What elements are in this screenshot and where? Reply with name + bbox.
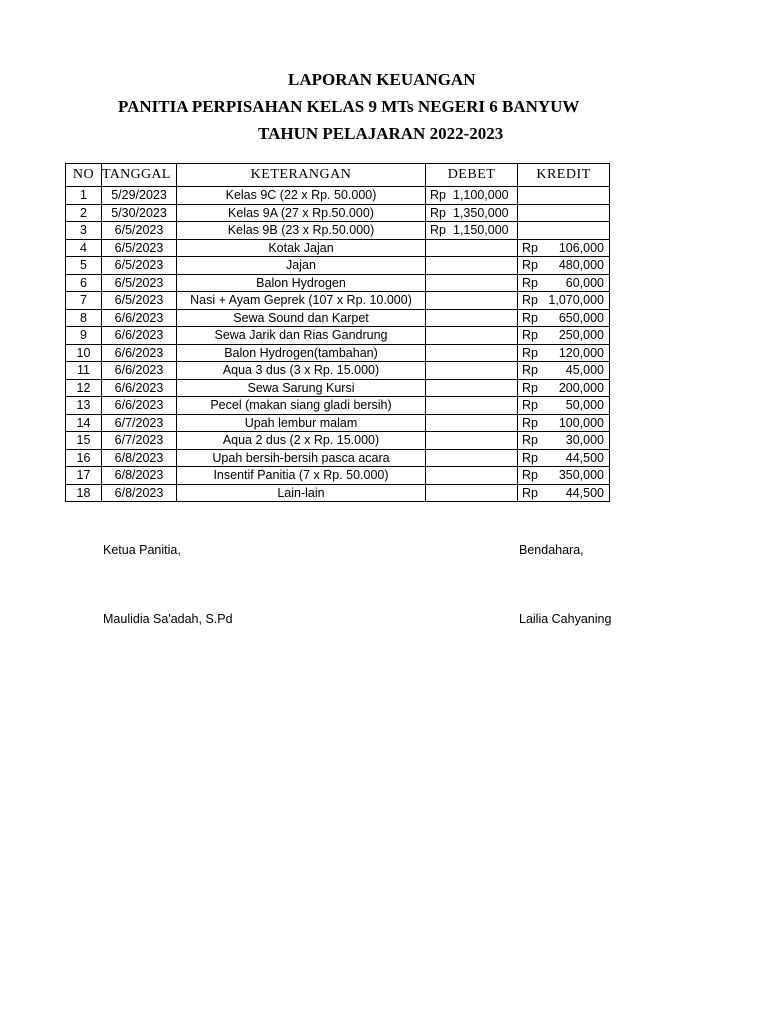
cell-no: 13 [66, 397, 102, 415]
cell-keterangan: Nasi + Ayam Geprek (107 x Rp. 10.000) [177, 292, 426, 310]
cell-kredit [518, 397, 610, 415]
cell-debet [426, 257, 518, 275]
cell-kredit [518, 187, 610, 205]
treasurer-role: Bendahara, [519, 543, 584, 557]
cell-no: 18 [66, 484, 102, 502]
cell-no: 10 [66, 344, 102, 362]
table-row [66, 397, 610, 415]
cell-keterangan: Balon Hydrogen [177, 274, 426, 292]
kredit-amount: 100,000 [558, 415, 604, 430]
cell-tanggal: 5/30/2023 [102, 204, 177, 222]
currency-label: Rp [522, 468, 538, 482]
cell-kredit [518, 309, 610, 327]
cell-no: 14 [66, 414, 102, 432]
currency-label: Rp [522, 415, 538, 430]
cell-keterangan: Lain-lain [177, 484, 426, 502]
cell-tanggal: 6/6/2023 [102, 379, 177, 397]
kredit-amount: 30,000 [565, 433, 604, 447]
report-year: TAHUN PELAJARAN 2022-2023 [258, 124, 504, 143]
debet-amount: 1,350,000 [453, 205, 509, 220]
table-row [66, 257, 610, 275]
cell-tanggal: 6/6/2023 [102, 309, 177, 327]
cell-debet [426, 327, 518, 345]
kredit-amount: 44,500 [565, 450, 604, 465]
currency-label: Rp [522, 433, 538, 447]
debet-amount: 1,100,000 [453, 188, 509, 202]
cell-debet [426, 204, 518, 222]
currency-label: Rp [522, 275, 538, 290]
cell-kredit [518, 222, 610, 240]
currency-label: Rp [522, 328, 538, 342]
cell-no: 5 [66, 257, 102, 275]
cell-debet [426, 292, 518, 310]
cell-kredit [518, 239, 610, 257]
table-row [66, 449, 610, 467]
cell-keterangan: Upah lembur malam [177, 414, 426, 432]
cell-keterangan: Pecel (makan siang gladi bersih) [177, 397, 426, 415]
cell-kredit [518, 327, 610, 345]
cell-tanggal: 6/8/2023 [102, 467, 177, 485]
kredit-amount: 50,000 [565, 398, 604, 412]
cell-debet [426, 414, 518, 432]
cell-tanggal: 6/6/2023 [102, 327, 177, 345]
cell-kredit [518, 292, 610, 310]
cell-debet [426, 467, 518, 485]
cell-debet [426, 397, 518, 415]
header-keterangan: KETERANGAN [177, 164, 426, 187]
cell-keterangan: Kelas 9B (23 x Rp.50.000) [177, 222, 426, 240]
cell-tanggal: 6/5/2023 [102, 239, 177, 257]
table-row [66, 292, 610, 310]
cell-debet [426, 274, 518, 292]
cell-kredit [518, 257, 610, 275]
table-body [66, 187, 610, 502]
cell-debet [426, 239, 518, 257]
cell-kredit [518, 449, 610, 467]
kredit-amount: 120,000 [558, 345, 604, 360]
kredit-amount: 106,000 [558, 240, 604, 255]
table-row [66, 274, 610, 292]
cell-no: 3 [66, 222, 102, 240]
table-row [66, 327, 610, 345]
kredit-amount: 650,000 [558, 310, 604, 325]
kredit-amount: 250,000 [558, 328, 604, 342]
kredit-amount: 44,500 [565, 485, 604, 500]
cell-no: 6 [66, 274, 102, 292]
cell-keterangan: Insentif Panitia (7 x Rp. 50.000) [177, 467, 426, 485]
table-row [66, 432, 610, 450]
cell-keterangan: Aqua 2 dus (2 x Rp. 15.000) [177, 432, 426, 450]
cell-kredit [518, 484, 610, 502]
cell-keterangan: Jajan [177, 257, 426, 275]
kredit-amount: 1,070,000 [548, 293, 604, 307]
cell-keterangan: Kelas 9C (22 x Rp. 50.000) [177, 187, 426, 205]
currency-label: Rp [522, 293, 538, 307]
cell-no: 12 [66, 379, 102, 397]
cell-tanggal: 6/7/2023 [102, 414, 177, 432]
report-title: LAPORAN KEUANGAN [288, 70, 476, 89]
debet-amount: 1,150,000 [453, 223, 509, 237]
cell-tanggal: 6/6/2023 [102, 344, 177, 362]
cell-keterangan: Sewa Sound dan Karpet [177, 309, 426, 327]
cell-kredit [518, 414, 610, 432]
table-row [66, 362, 610, 380]
cell-keterangan: Aqua 3 dus (3 x Rp. 15.000) [177, 362, 426, 380]
currency-label: Rp [522, 450, 538, 465]
table-row [66, 187, 610, 205]
cell-no: 7 [66, 292, 102, 310]
kredit-amount: 200,000 [558, 380, 604, 395]
cell-tanggal: 6/5/2023 [102, 292, 177, 310]
table-row [66, 204, 610, 222]
header-kredit: KREDIT [518, 164, 610, 187]
currency-label: Rp [430, 223, 446, 237]
cell-tanggal: 6/8/2023 [102, 484, 177, 502]
cell-debet [426, 222, 518, 240]
currency-label: Rp [522, 345, 538, 360]
kredit-amount: 350,000 [558, 468, 604, 482]
table-row [66, 239, 610, 257]
cell-debet [426, 379, 518, 397]
cell-keterangan: Sewa Jarik dan Rias Gandrung [177, 327, 426, 345]
cell-kredit [518, 344, 610, 362]
currency-label: Rp [522, 485, 538, 500]
cell-keterangan: Balon Hydrogen(tambahan) [177, 344, 426, 362]
table-row [66, 379, 610, 397]
cell-no: 11 [66, 362, 102, 380]
table-row [66, 344, 610, 362]
cell-kredit [518, 467, 610, 485]
cell-no: 15 [66, 432, 102, 450]
cell-kredit [518, 432, 610, 450]
cell-keterangan: Kelas 9A (27 x Rp.50.000) [177, 204, 426, 222]
cell-tanggal: 6/6/2023 [102, 362, 177, 380]
cell-kredit [518, 379, 610, 397]
currency-label: Rp [522, 380, 538, 395]
table-row [66, 414, 610, 432]
cell-tanggal: 6/5/2023 [102, 257, 177, 275]
header-debet: DEBET [426, 164, 518, 187]
kredit-amount: 60,000 [565, 275, 604, 290]
cell-debet [426, 449, 518, 467]
table-row [66, 467, 610, 485]
cell-kredit [518, 362, 610, 380]
cell-debet [426, 484, 518, 502]
cell-tanggal: 5/29/2023 [102, 187, 177, 205]
currency-label: Rp [522, 240, 538, 255]
currency-label: Rp [522, 258, 538, 272]
cell-tanggal: 6/5/2023 [102, 274, 177, 292]
currency-label: Rp [522, 363, 538, 377]
cell-debet [426, 362, 518, 380]
table-row [66, 484, 610, 502]
report-subtitle: PANITIA PERPISAHAN KELAS 9 MTs NEGERI 6 BANYUW [118, 97, 580, 116]
kredit-amount: 480,000 [558, 258, 604, 272]
currency-label: Rp [430, 188, 446, 202]
cell-debet [426, 344, 518, 362]
chair-role: Ketua Panitia, [103, 543, 181, 557]
cell-debet [426, 309, 518, 327]
chair-name: Maulidia Sa'adah, S.Pd [103, 612, 233, 626]
cell-no: 16 [66, 449, 102, 467]
table-row [66, 222, 610, 240]
cell-tanggal: 6/7/2023 [102, 432, 177, 450]
currency-label: Rp [522, 398, 538, 412]
cell-keterangan: Upah bersih-bersih pasca acara [177, 449, 426, 467]
currency-label: Rp [430, 205, 446, 220]
cell-tanggal: 6/5/2023 [102, 222, 177, 240]
cell-debet [426, 187, 518, 205]
cell-no: 1 [66, 187, 102, 205]
cell-no: 2 [66, 204, 102, 222]
header-no: NO [66, 164, 102, 187]
finance-table [65, 163, 610, 502]
cell-no: 17 [66, 467, 102, 485]
cell-no: 8 [66, 309, 102, 327]
cell-kredit [518, 274, 610, 292]
cell-tanggal: 6/6/2023 [102, 397, 177, 415]
currency-label: Rp [522, 310, 538, 325]
cell-tanggal: 6/8/2023 [102, 449, 177, 467]
cell-kredit [518, 204, 610, 222]
cell-keterangan: Sewa Sarung Kursi [177, 379, 426, 397]
treasurer-name: Lailia Cahyaning [519, 612, 612, 626]
table-row [66, 309, 610, 327]
table-header-row [66, 164, 610, 187]
cell-no: 9 [66, 327, 102, 345]
cell-no: 4 [66, 239, 102, 257]
cell-debet [426, 432, 518, 450]
cell-keterangan: Kotak Jajan [177, 239, 426, 257]
header-tanggal: TANGGAL [102, 164, 177, 187]
kredit-amount: 45,000 [565, 363, 604, 377]
